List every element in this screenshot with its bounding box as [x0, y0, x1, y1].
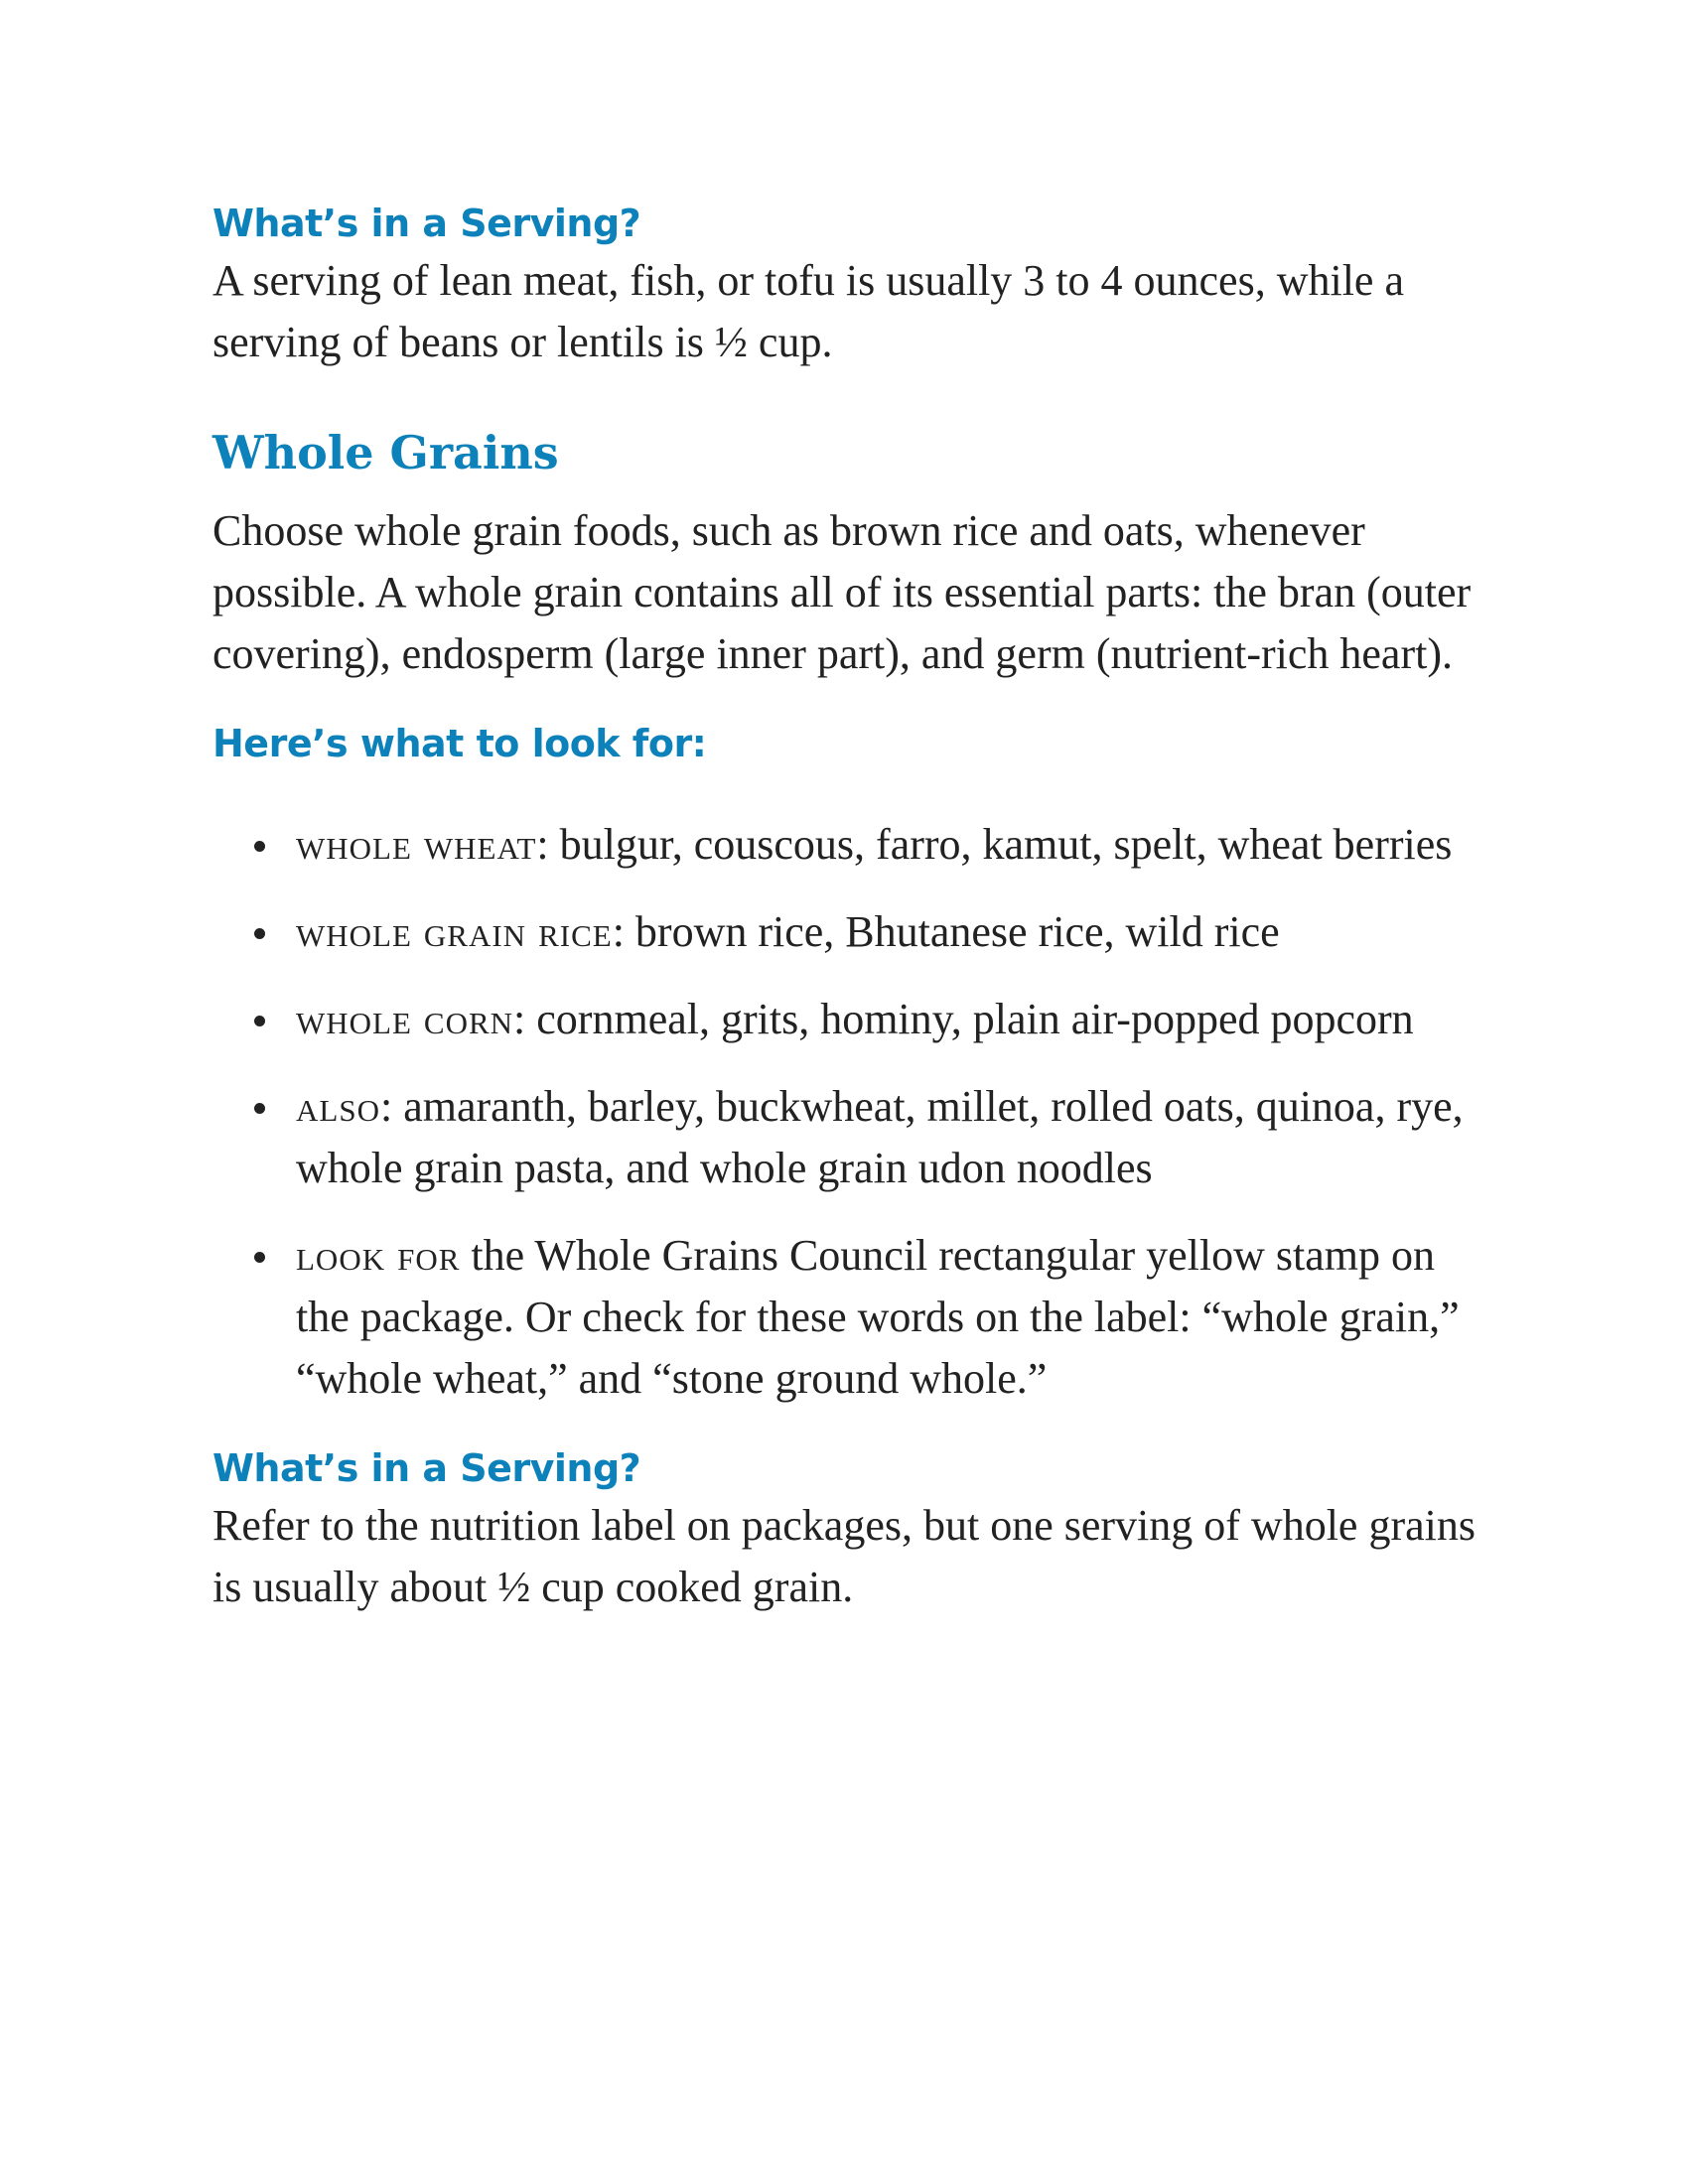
- serving-text-bottom: Refer to the nutrition label on packages, but one serving of whole grains is usually about ½ cup cooked grain.: [212, 1501, 1476, 1611]
- list-item-text: bulgur, couscous, farro, kamut, spelt, wheat berries: [559, 820, 1453, 869]
- list-item-text: the Whole Grains Council rectangular yellow stamp on the package. Or check for these words on the label: “whole grain,” “whole wheat,” and “stone ground whole.”: [296, 1231, 1460, 1403]
- list-item: [212, 1076, 1493, 1199]
- list-item-text: brown rice, Bhutanese rice, wild rice: [634, 907, 1280, 956]
- bullet-icon: [254, 841, 265, 852]
- whole-grains-title: Whole Grains: [212, 426, 559, 479]
- list-item-separator: :: [536, 820, 560, 869]
- list-item-lead: also: [296, 1082, 380, 1131]
- list-item: [212, 901, 1493, 963]
- bullet-icon: [254, 1103, 265, 1114]
- bullet-icon: [254, 1016, 265, 1026]
- grain-list: [212, 814, 1493, 1410]
- whole-grains-intro: Choose whole grain foods, such as brown rice and oats, whenever possible. A whole grain contains all of its essential parts: the bran (outer covering), endosperm (large inner part), and germ (nutrient-rich heart).: [212, 506, 1472, 678]
- list-item-text: amaranth, barley, buckwheat, millet, rolled oats, quinoa, rye, whole grain pasta, and whole grain udon noodles: [296, 1082, 1464, 1192]
- list-item-separator: :: [513, 995, 537, 1043]
- list-item: [212, 989, 1493, 1050]
- list-item-text: cornmeal, grits, hominy, plain air-popped popcorn: [536, 995, 1414, 1043]
- bullet-icon: [254, 1252, 265, 1263]
- list-item-separator: :: [379, 1082, 404, 1131]
- list-item-separator: [460, 1231, 471, 1280]
- list-item-lead: look for: [296, 1231, 461, 1280]
- list-item: [212, 1225, 1493, 1410]
- document-page: [212, 199, 1493, 1618]
- list-item-lead: whole wheat: [296, 820, 537, 869]
- list-item-lead: whole grain rice: [296, 907, 613, 956]
- list-item-lead: whole corn: [296, 995, 514, 1043]
- serving-section-bottom: [212, 1443, 1493, 1618]
- bullet-icon: [254, 928, 265, 939]
- look-for-heading: Here’s what to look for:: [212, 722, 707, 765]
- whole-grains-section: [212, 423, 1493, 685]
- serving-heading-top: What’s in a Serving?: [212, 202, 641, 245]
- list-item: [212, 814, 1493, 876]
- serving-heading-bottom: What’s in a Serving?: [212, 1446, 641, 1490]
- serving-text-top: A serving of lean meat, fish, or tofu is usually 3 to 4 ounces, while a serving of beans or lentils is ½ cup.: [212, 256, 1404, 366]
- list-item-separator: :: [612, 907, 635, 956]
- look-for-section: [212, 719, 1493, 1410]
- serving-section-top: [212, 199, 1493, 373]
